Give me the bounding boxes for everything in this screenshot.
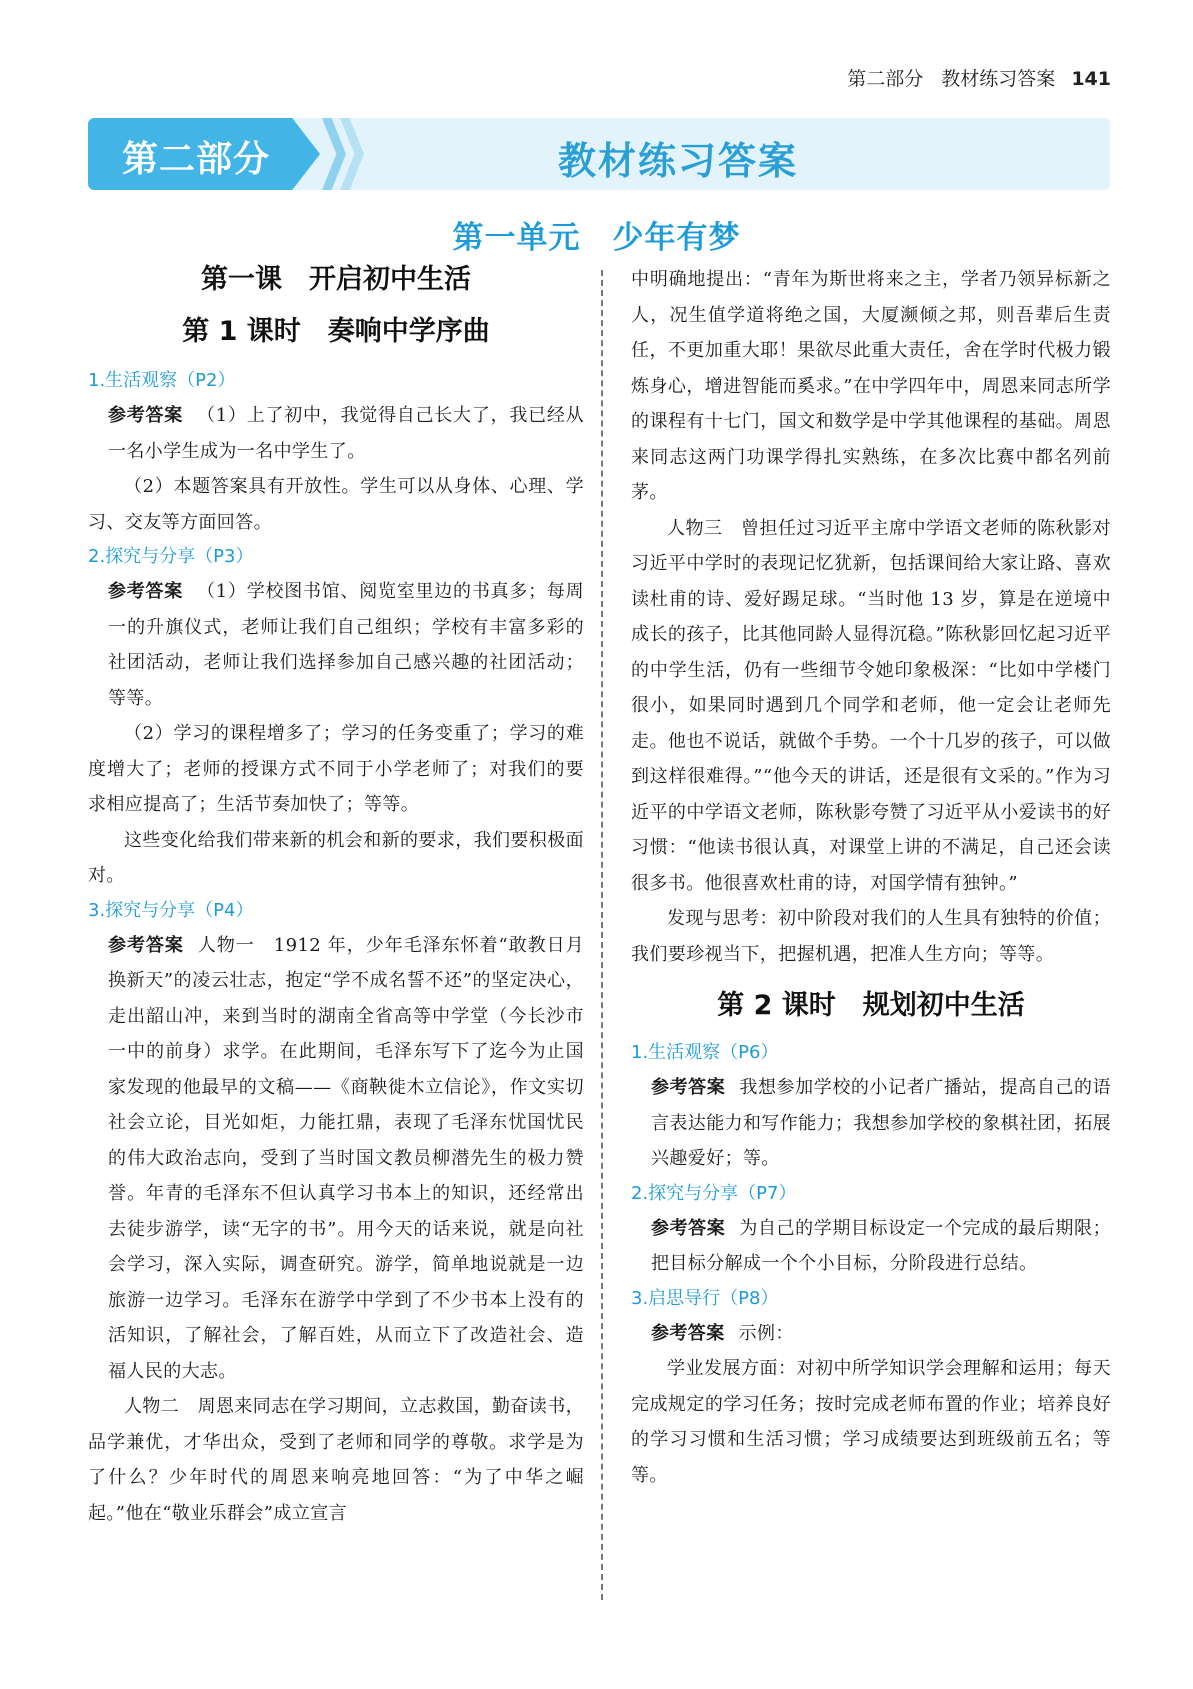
answer-label: 参考答案 (108, 405, 184, 426)
answer-paragraph (88, 574, 584, 716)
answer-label: 参考答案 (108, 581, 184, 602)
question-heading: 3.启思导行（P8） (631, 1287, 779, 1309)
answer-paragraph (88, 928, 584, 1390)
answer-paragraph: 学业发展方面：对初中所学知识学会理解和运用；每天完成规定的学习任务；按时完成老师布置的作业；培养良好的学习习惯和生活习惯；学习成绩要达到班级前五名；等等。 (631, 1358, 1111, 1486)
question-heading: 1.生活观察（P6） (631, 1042, 779, 1063)
answer-text: 为自己的学期目标设定一个完成的最后期限；把目标分解成一个个小目标，分阶段进行总结。 (651, 1217, 1111, 1274)
lesson-title: 第一课 开启初中生活 (201, 264, 471, 295)
answer-paragraph: 人物三 曾担任过习近平主席中学语文老师的陈秋影对习近平中学时的表现记忆犹新，包括课间给大家让路、喜欢读杜甫的诗、爱好踢足球。“当时他 13 岁，算是在逆境中成长的孩子，比其他同龄人显得沉稳。”陈秋影回忆起习近平的中学生活，仍有一些细节令她印象极深：“比如中学楼门很小，如果同时遇到几个同学和老师，他一定会让老师先走。他也不说话，就做个手势。一个十几岁的孩子，可以做到这样很难得。”“他今天的讲话，还是很有文采的。”作为习近平的中学语文老师，陈秋影夸赞了习近平从小爱读书的好习惯：“他读书很认真，对课堂上讲的不满足，自己还会读很多书。他很喜欢杜甫的诗，对国学情有独钟。” (631, 517, 1111, 894)
answer-paragraph: 这些变化给我们带来新的机会和新的要求，我们要积极面对。 (88, 829, 584, 886)
continued-paragraph: 中明确地提出：“青年为斯世将来之主，学者乃领异标新之人，况生值学道将绝之国，大厦濒倾之邦，则吾辈后生责任，不更加重大耶！果欲尽此重大责任，舍在学时代极力锻炼身心，增进智能而奚求。”在中学四年中，周恩来同志所学的课程有十七门，国文和数学是中学其他课程的基础。周恩来同志这两门功课学得扎实熟练，在多次比赛中都名列前茅。 (631, 269, 1111, 503)
answer-text: （1）学校图书馆、阅览室里边的书真多；每周一的升旗仪式，老师让我们自己组织；学校有丰富多彩的社团活动，老师让我们选择参加自己感兴趣的社团活动；等等。 (108, 581, 584, 709)
banner-title: 教材练习答案 (558, 139, 799, 183)
answer-label: 参考答案 (651, 1217, 726, 1239)
answer-label: 参考答案 (651, 1077, 726, 1098)
chevron-icon (322, 118, 346, 190)
question-heading: 1.生活观察（P2） (88, 370, 236, 391)
answer-text: 示例： (738, 1322, 794, 1344)
answer-text: （1）上了初中，我觉得自己长大了，我已经从一名小学生成为一名中学生了。 (108, 405, 584, 462)
section-banner (88, 118, 1110, 190)
question-heading: 3.探究与分享（P4） (88, 899, 254, 921)
answer-paragraph (88, 398, 584, 469)
page-number: 141 (1071, 68, 1111, 90)
answer-label: 参考答案 (651, 1322, 725, 1344)
answer-paragraph (631, 1316, 1111, 1352)
answer-paragraph: （2）本题答案具有开放性。学生可以从身体、心理、学习、交友等方面回答。 (88, 476, 584, 533)
header-section: 第二部分 (847, 68, 924, 90)
answer-paragraph (631, 1070, 1111, 1177)
answer-label: 参考答案 (108, 934, 184, 956)
answer-paragraph: 人物二 周恩来同志在学习期间，立志救国，勤奋读书，品学兼优，才华出众，受到了老师和同学的尊敬。求学是为了什么？少年时代的周恩来响亮地回答：“为了中华之崛起。”他在“敬业乐群会”成立宣言 (88, 1396, 584, 1524)
answer-paragraph: 发现与思考：初中阶段对我们的人生具有独特的价值；我们要珍视当下，把握机遇，把准人生方向；等等。 (631, 908, 1111, 965)
header-title: 教材练习答案 (941, 68, 1056, 90)
banner-tab-label: 第二部分 (122, 139, 271, 180)
running-header (847, 64, 1111, 91)
unit-title: 第一单元 少年有梦 (452, 220, 741, 256)
answer-text: 人物一 1912 年，少年毛泽东怀着“敢教日月换新天”的凌云壮志，抱定“学不成名誓不还”的坚定决心，走出韶山冲，来到当时的湖南全省高等中学堂（今长沙市一中的前身）求学。在此期间，毛泽东写下了迄今为止国家发现的他最早的文稿——《商鞅徙木立信论》，作文实切社会立论，目光如炬，力能扛鼎，表现了毛泽东忧国忧民的伟大政治志向，受到了当时国文教员柳潜先生的极力赞誉。年青的毛泽东不但认真学习书本上的知识，还经常出去徒步游学，读“无字的书”。用今天的话来说，就是向社会学习，深入实际，调查研究。游学，简单地说就是一边旅游一边学习。毛泽东在游学中学到了不少书本上没有的活知识，了解社会，了解百姓，从而立下了改造社会、造福人民的大志。 (108, 934, 584, 1382)
answer-paragraph: （2）学习的课程增多了；学习的任务变重了；学习的难度增大了；老师的授课方式不同于小学老师了；对我们的要求相应提高了；生活节奏加快了；等等。 (88, 723, 584, 815)
period-title: 第 1 课时 奏响中学序曲 (182, 316, 490, 347)
column-divider (601, 270, 603, 1600)
question-heading: 2.探究与分享（P7） (631, 1182, 797, 1204)
period-title: 第 2 课时 规划初中生活 (717, 990, 1025, 1021)
answer-paragraph (631, 1211, 1111, 1282)
left-column (88, 262, 584, 1531)
question-heading: 2.探究与分享（P3） (88, 546, 254, 567)
right-column (631, 262, 1111, 1493)
answer-text: 我想参加学校的小记者广播站，提高自己的语言表达能力和写作能力；我想参加学校的象棋社团，拓展兴趣爱好；等。 (651, 1077, 1111, 1169)
